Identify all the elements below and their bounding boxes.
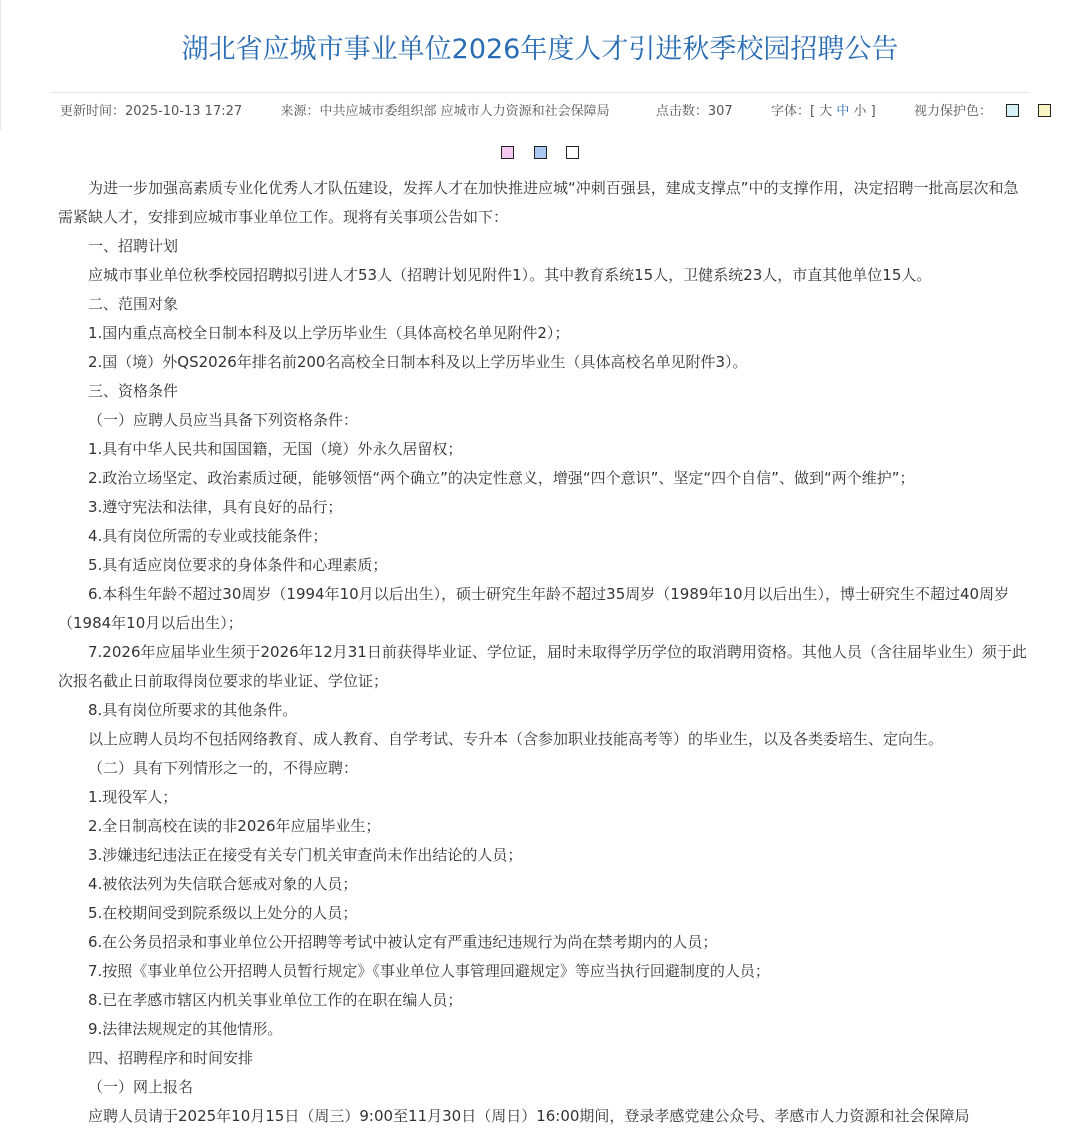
article-body (58, 174, 1030, 1131)
font-size-large-link[interactable]: 大 (819, 104, 833, 119)
white-swatch[interactable] (566, 146, 579, 159)
list-item: 2.全日制高校在读的非2026年应届毕业生； (88, 817, 381, 835)
subsection-heading: （一）应聘人员应当具备下列资格条件： (88, 411, 359, 429)
list-item: 6.在公务员招录和事业单位公开招聘等考试中被认定有严重违纪违规行为尚在禁考期内的人员； (88, 933, 718, 951)
section-heading: 四、招聘程序和时间安排 (88, 1049, 254, 1067)
font-size-label: 字体：[ (770, 104, 816, 119)
body-paragraph: 以上应聘人员均不包括网络教育、成人教育、自学考试、专升本（含参加职业技能高考等）的毕业生，以及各类委培生、定向生。 (88, 730, 944, 748)
list-item: 2.政治立场坚定、政治素质过硬，能够领悟“两个确立”的决定性意义，增强“四个意识”、坚定“四个自信”、做到“两个维护”； (88, 469, 915, 487)
list-item: 9.法律法规规定的其他情形。 (88, 1020, 283, 1038)
update-time: 更新时间：2025-10-13 17:27 (60, 104, 243, 119)
font-size-small-link[interactable]: 小 (853, 104, 867, 119)
section-heading: 一、招聘计划 (88, 237, 179, 255)
article-source: 来源：中共应城市委组织部 应城市人力资源和社会保障局 (280, 104, 610, 119)
body-paragraph: 为进一步加强高素质专业化优秀人才队伍建设，发挥人才在加快推进应城“冲刺百强县，建成支撑点”中的支撑作用，决定招聘一批高层次和急需紧缺人才，安排到应城市事业单位工作。现将有关事项公告如下： (58, 179, 1019, 226)
list-item: 4.被依法列为失信联合惩戒对象的人员； (88, 875, 358, 893)
list-item: 5.具有适应岗位要求的身体条件和心理素质； (88, 556, 388, 574)
list-item: 1.具有中华人民共和国国籍，无国（境）外永久居留权； (88, 440, 463, 458)
list-item: 7.按照《事业单位公开招聘人员暂行规定》《事业单位人事管理回避规定》等应当执行回避制度的人员； (88, 962, 770, 980)
list-item: 8.具有岗位所要求的其他条件。 (88, 701, 298, 719)
list-item: 8.已在孝感市辖区内机关事业单位工作的在职在编人员； (88, 991, 463, 1009)
list-item: 7.2026年应届毕业生须于2026年12月31日前获得毕业证、学位证，届时未取得学历学位的取消聘用资格。其他人员（含往届毕业生）须于此次报名截止日前取得岗位要求的毕业证、学位证； (58, 643, 1027, 690)
blue-swatch[interactable] (534, 146, 547, 159)
subsection-heading: （一）网上报名 (88, 1078, 194, 1096)
list-item: 1.现役军人； (88, 788, 178, 806)
eye-care-label: 视力保护色： (914, 104, 993, 119)
eye-care-yellow-swatch[interactable] (1038, 104, 1051, 117)
pink-swatch[interactable] (501, 146, 514, 159)
title-divider (50, 92, 1030, 93)
eye-care-cyan-swatch[interactable] (1006, 104, 1019, 117)
font-size-label-close: ] (870, 104, 876, 119)
section-heading: 二、范围对象 (88, 295, 179, 313)
list-item: 5.在校期间受到院系级以上处分的人员； (88, 904, 358, 922)
section-heading: 三、资格条件 (88, 382, 179, 400)
font-size-medium-link[interactable]: 中 (836, 104, 850, 119)
list-item: 4.具有岗位所需的专业或技能条件； (88, 527, 328, 545)
click-count: 点击数：307 (655, 104, 733, 119)
list-item: 1.国内重点高校全日制本科及以上学历毕业生（具体高校名单见附件2）； (88, 324, 570, 342)
subsection-heading: （二）具有下列情形之一的，不得应聘： (88, 759, 359, 777)
body-paragraph: 应聘人员请于2025年10月15日（周三）9:00至11月30日（周日）16:00期间，登录孝感党建公众号、孝感市人力资源和社会保障局 (88, 1107, 970, 1125)
body-paragraph: 应城市事业单位秋季校园招聘拟引进人才53人（招聘计划见附件1）。其中教育系统15人，卫健系统23人，市直其他单位15人。 (88, 266, 932, 284)
list-item: 6.本科生年龄不超过30周岁（1994年10月以后出生），硕士研究生年龄不超过35周岁（1989年10月以后出生），博士研究生不超过40周岁（1984年10月以后出生）； (58, 585, 1010, 632)
list-item: 2.国（境）外QS2026年排名前200名高校全日制本科及以上学历毕业生（具体高校名单见附件3）。 (88, 353, 748, 371)
list-item: 3.遵守宪法和法律，具有良好的品行； (88, 498, 343, 516)
background-color-swatches (0, 142, 1080, 158)
list-item: 3.涉嫌违纪违法正在接受有关专门机关审查尚未作出结论的人员； (88, 846, 523, 864)
article-meta-bar (60, 101, 1040, 123)
page-title: 湖北省应城市事业单位2026年度人才引进秋季校园招聘公告 (181, 34, 899, 65)
